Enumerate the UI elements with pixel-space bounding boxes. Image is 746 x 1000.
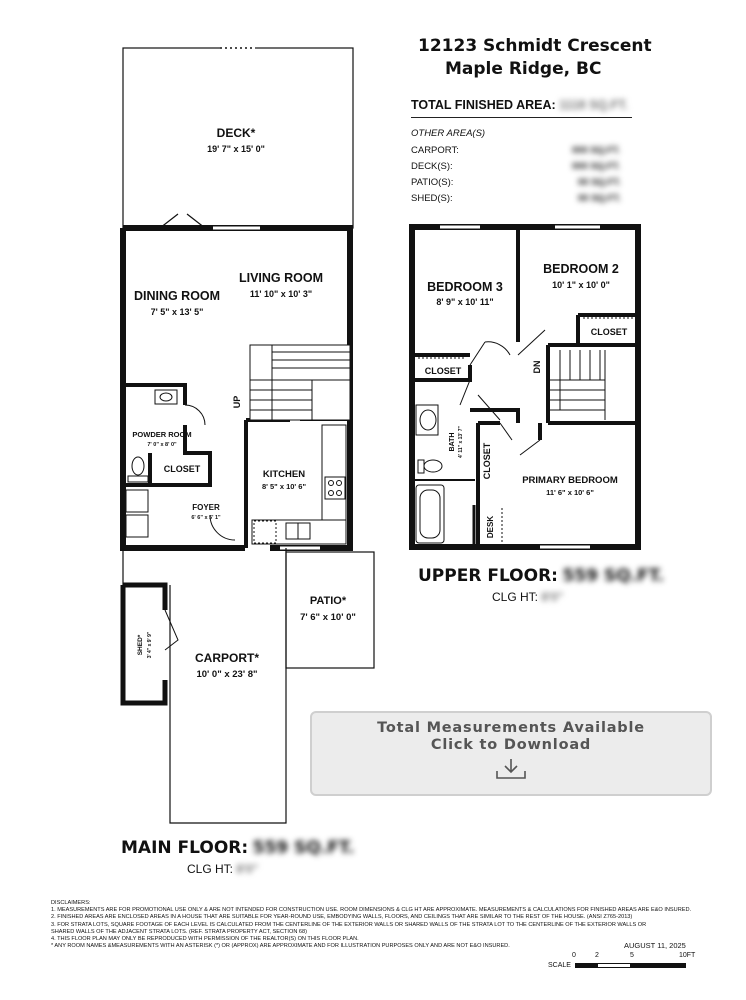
other-areas-heading: OTHER AREA(S) (411, 128, 486, 139)
carport-name: CARPORT* (194, 651, 260, 665)
upper-clg-value: 8'0" (541, 590, 564, 604)
kitchen-name: KITCHEN (262, 469, 306, 480)
desk-name: DESK (486, 515, 495, 539)
powder-sink (155, 390, 177, 404)
foyer-dim: 6' 6" x 5' 1" (191, 515, 221, 521)
scale-tick-5: 5 (630, 952, 634, 959)
bath-name: BATH (449, 432, 456, 452)
disclaimer-line: 1. MEASUREMENTS ARE FOR PROMOTIONAL USE ONLY & ARE NOT INTENDED FOR CONSTRUCTION USE. ROOM DIMENSIONS & CLG HT ARE APPROXIMATE. MEASUREMENTS & CALCULATIONS FOR FINISHED AREAS ARE E&O INSURED. (51, 907, 692, 914)
main-closet-name: CLOSET (163, 464, 201, 474)
shed-name: SHED* (137, 634, 144, 656)
main-floor-label: MAIN FLOOR: (121, 838, 249, 858)
shed-walls (123, 585, 165, 703)
scale-tick-0: 0 (572, 952, 576, 959)
bedroom2-name: BEDROOM 2 (543, 262, 619, 276)
primary-bedroom-name: PRIMARY BEDROOM (522, 475, 618, 486)
main-clg (187, 862, 258, 876)
carport-dim: 10' 0" x 23' 8" (196, 669, 258, 680)
bath-closet-name: CLOSET (482, 442, 492, 480)
main-clg-value: 8'0" (236, 862, 259, 876)
disclaimer-line: 2. FINISHED AREAS ARE ENCLOSED AREAS IN A HOUSE THAT ARE SUITABLE FOR YEAR-ROUND USE, EMBODYING WALLS, FLOORS, AND CEILINGS THAT ARE SIMILAR TO THE REST OF THE HOUSE. (ANSI Z765-2013) (51, 914, 633, 921)
bedroom3-dim: 8' 9" x 10' 11" (436, 297, 494, 307)
bath-sink (420, 410, 436, 430)
bath-dim: 4' 11" x 13' 7" (458, 426, 464, 458)
bedroom3-closet-name: CLOSET (424, 366, 462, 376)
dining-name: DINING ROOM (133, 289, 221, 303)
upper-clg (492, 590, 563, 604)
total-finished-area-value: 1118 SQ.FT. (559, 98, 628, 112)
main-floor-area-value: 559 SQ.FT. (252, 838, 355, 858)
other-area-shed-label: SHED(S): (411, 193, 453, 204)
scale-segment (597, 963, 631, 968)
shed-dim: 3' 4" x 9' 9" (147, 631, 153, 659)
download-measurements-button[interactable] (310, 711, 712, 796)
bath-toilet (424, 460, 442, 472)
download-icon (493, 757, 529, 781)
total-finished-area-label: TOTAL FINISHED AREA: (411, 98, 556, 112)
upper-floor-label: UPPER FLOOR: (418, 566, 558, 586)
foyer-name: FOYER (192, 503, 220, 512)
powder-toilet (132, 457, 144, 475)
patio-outline (286, 552, 374, 668)
disclaimer-line: SHARED WALLS OF THE ADJACENT STRATA LOTS. (REF. STRATA PROPERTY ACT, SECTION 68) (51, 928, 308, 935)
download-line2: Click to Download (430, 737, 592, 753)
scale-tick-2: 2 (595, 952, 599, 959)
scale-label: SCALE (548, 962, 571, 969)
main-floor-area (121, 838, 354, 858)
bedroom2-closet-name: CLOSET (590, 327, 628, 337)
disclaimers-heading: DISCLAIMERS: (51, 900, 91, 906)
upper-clg-label: CLG HT: (492, 590, 539, 604)
patio-dim: 7' 6" x 10' 0" (300, 612, 356, 623)
main-stairs (250, 345, 350, 420)
other-area-deck-label: DECK(S): (411, 161, 453, 172)
scale-bar (548, 952, 698, 974)
disclaimer-line: 4. THIS FLOOR PLAN MAY ONLY BE REPRODUCED WITH PERMISSION OF THE REALTOR(S) ON THIS FLOOR PLAN. (51, 936, 359, 943)
main-clg-label: CLG HT: (187, 862, 234, 876)
bedroom3-name: BEDROOM 3 (427, 280, 503, 294)
other-area-patio-label: PATIO(S): (411, 177, 454, 188)
disclaimer-line: 3. FOR STRATA LOTS, SQUARE FOOTAGE OF EACH LEVEL IS CALCULATED FROM THE CENTERLINE OF THE EXTERIOR WALLS OR SHARED WALLS OF THE STRATA LOT TO THE CENTERLINE OF THE EXTERIOR WALLS OR (51, 921, 647, 928)
other-area-carport-value: 000 SQ.FT. (572, 145, 621, 156)
carport-outline (123, 548, 286, 823)
kitchen-counter-right (322, 425, 346, 520)
powder-dim: 7' 0" x 8' 0" (147, 442, 177, 448)
stairs-dn-label: DN (532, 360, 542, 374)
powder-name: POWDER ROOM (132, 430, 192, 439)
upper-floor-area (418, 566, 664, 586)
upper-stairs (548, 350, 605, 420)
upper-floor-area-value: 559 SQ.FT. (562, 566, 665, 586)
plan-date: AUGUST 11, 2025 (624, 941, 686, 950)
download-line1: Total Measurements Available (377, 720, 645, 736)
stairs-up-label: UP (232, 395, 242, 409)
kitchen-dim: 8' 5" x 10' 6" (261, 482, 307, 491)
other-area-deck-value: 000 SQ.FT. (572, 161, 621, 172)
primary-bedroom-dim: 11' 6" x 10' 6" (546, 488, 594, 497)
other-area-patio-value: 00 SQ.FT. (578, 177, 621, 188)
deck-name: DECK* (216, 126, 256, 140)
address-line1: 12123 Schmidt Crescent (418, 36, 652, 56)
disclaimer-line: * ANY ROOM NAMES &MEASUREMENTS WITH AN ASTERISK (*) OR (APPROX) ARE APPROXIMATE AND FOR ILLUSTRATION PURPOSES ONLY AND ARE NOT E&O INSURED. (51, 943, 510, 950)
disclaimers (51, 900, 711, 950)
living-name: LIVING ROOM (238, 271, 324, 285)
living-dim: 11' 10" x 10' 3" (249, 289, 313, 299)
scale-segment (631, 963, 686, 968)
patio-name: PATIO* (309, 595, 347, 607)
dining-dim: 7' 5" x 13' 5" (150, 307, 204, 317)
bedroom2-dim: 10' 1" x 10' 0" (552, 280, 610, 290)
scale-segment (575, 963, 597, 968)
other-area-carport-label: CARPORT: (411, 145, 459, 156)
kitchen-counter-bottom (252, 520, 346, 544)
deck-dim: 19' 7" x 15' 0" (207, 144, 265, 154)
address-line2: Maple Ridge, BC (445, 59, 602, 79)
other-area-shed-value: 00 SQ.FT. (578, 193, 621, 204)
scale-tick-10: 10FT (679, 952, 696, 959)
